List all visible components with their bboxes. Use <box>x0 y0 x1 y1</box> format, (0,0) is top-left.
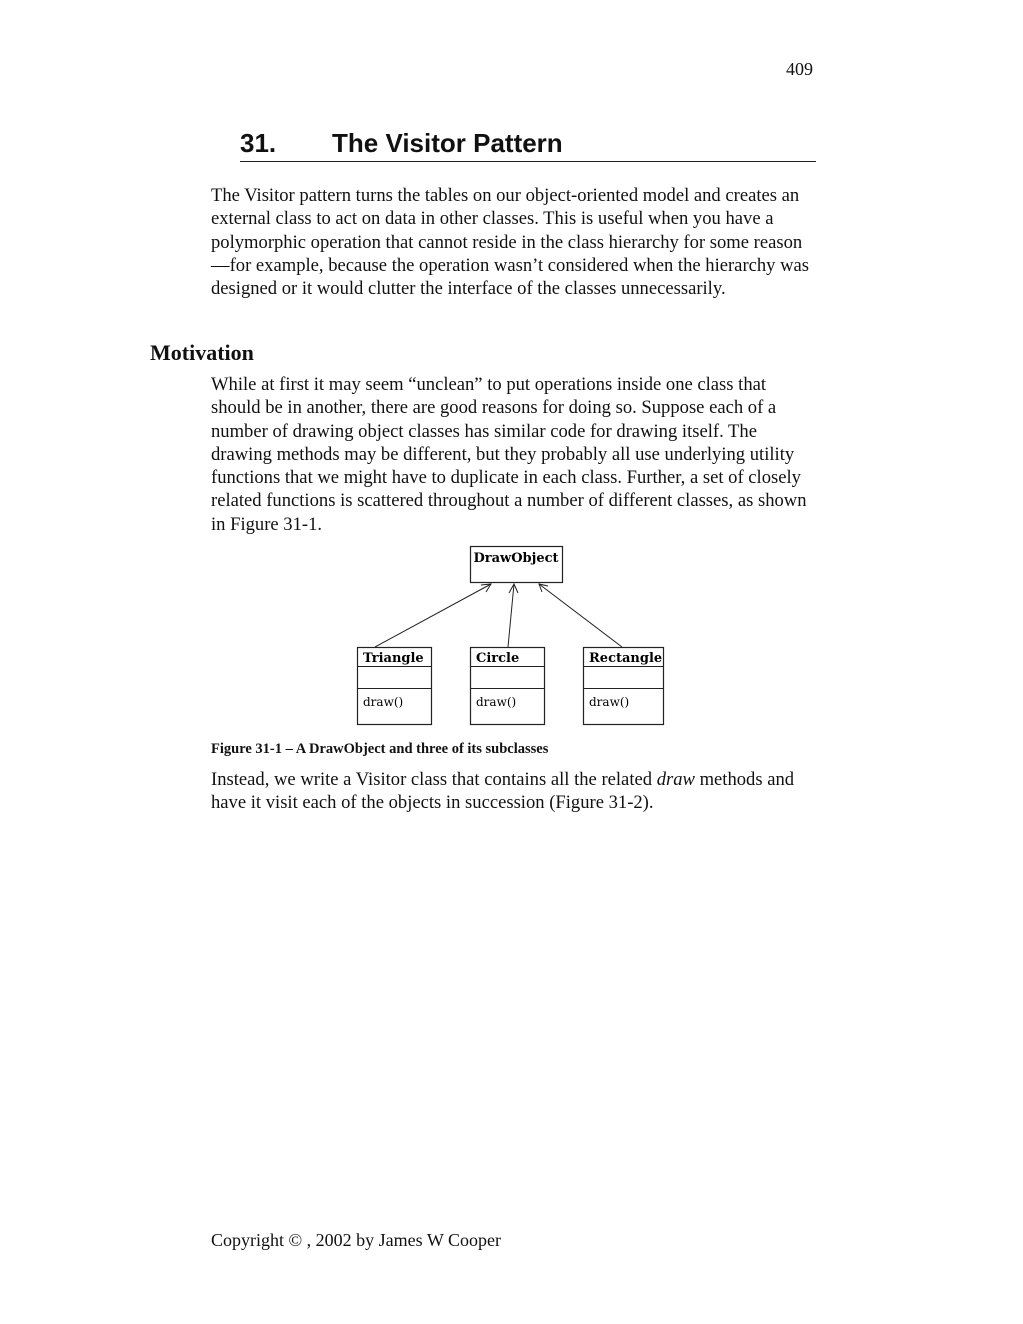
chapter-heading <box>240 128 816 162</box>
chapter-title: The Visitor Pattern <box>332 128 563 158</box>
page-number: 409 <box>786 59 813 79</box>
inheritance-arrows <box>375 584 622 647</box>
inheritance-line-rectangle <box>539 584 622 647</box>
uml-class-rectangle <box>584 648 664 725</box>
footer-copyright: Copyright © , 2002 by James W Cooper <box>211 1230 501 1250</box>
class-name-rectangle: Rectangle <box>589 651 663 666</box>
section-heading-motivation: Motivation <box>150 340 254 365</box>
class-diagram <box>350 543 680 733</box>
method-draw-rectangle: draw() <box>589 695 630 709</box>
chapter-number: 31. <box>240 128 277 158</box>
inheritance-line-triangle <box>375 584 491 647</box>
uml-class-circle <box>471 648 545 725</box>
visitor-paragraph <box>211 768 816 815</box>
intro-paragraph: The Visitor pattern turns the tables on our object-oriented model and creates an external class to act on data in other classes. This is useful when you have a polymorphic operation that cannot reside in the class hierarchy for some reason—for example, because the operation wasn’t considered when the hierarchy was designed or it would clutter the interface of the classes unnecessarily. <box>211 185 810 300</box>
class-name-circle: Circle <box>476 651 520 666</box>
method-draw-circle: draw() <box>476 695 517 709</box>
uml-class-triangle <box>358 648 432 725</box>
class-name-drawobject: DrawObject <box>473 551 559 566</box>
motivation-paragraph: While at first it may seem “unclean” to put operations inside one class that should be in another, there are good reasons for doing so. Suppose each of a number of drawing object classes has similar code for drawing itself. The drawing methods may be different, but they probably all use underlying utility functions that we might have to duplicate in each class. Further, a set of closely related functions is scattered throughout a number of different classes, as shown in Figure 31-1. <box>211 374 807 535</box>
class-name-triangle: Triangle <box>363 651 424 666</box>
inheritance-line-circle <box>508 584 514 647</box>
uml-class-drawobject <box>471 547 563 583</box>
visitor-paragraph-emphasis: draw <box>656 769 695 790</box>
visitor-paragraph-start: Instead, we write a Visitor class that contains all the related <box>211 769 657 790</box>
method-draw-triangle: draw() <box>363 695 404 709</box>
visitor-paragraph-end: methods and have it visit each of the objects in succession (Figure 31-2). <box>211 769 795 814</box>
figure-caption: Figure 31-1 – A DrawObject and three of its subclasses <box>211 741 549 757</box>
